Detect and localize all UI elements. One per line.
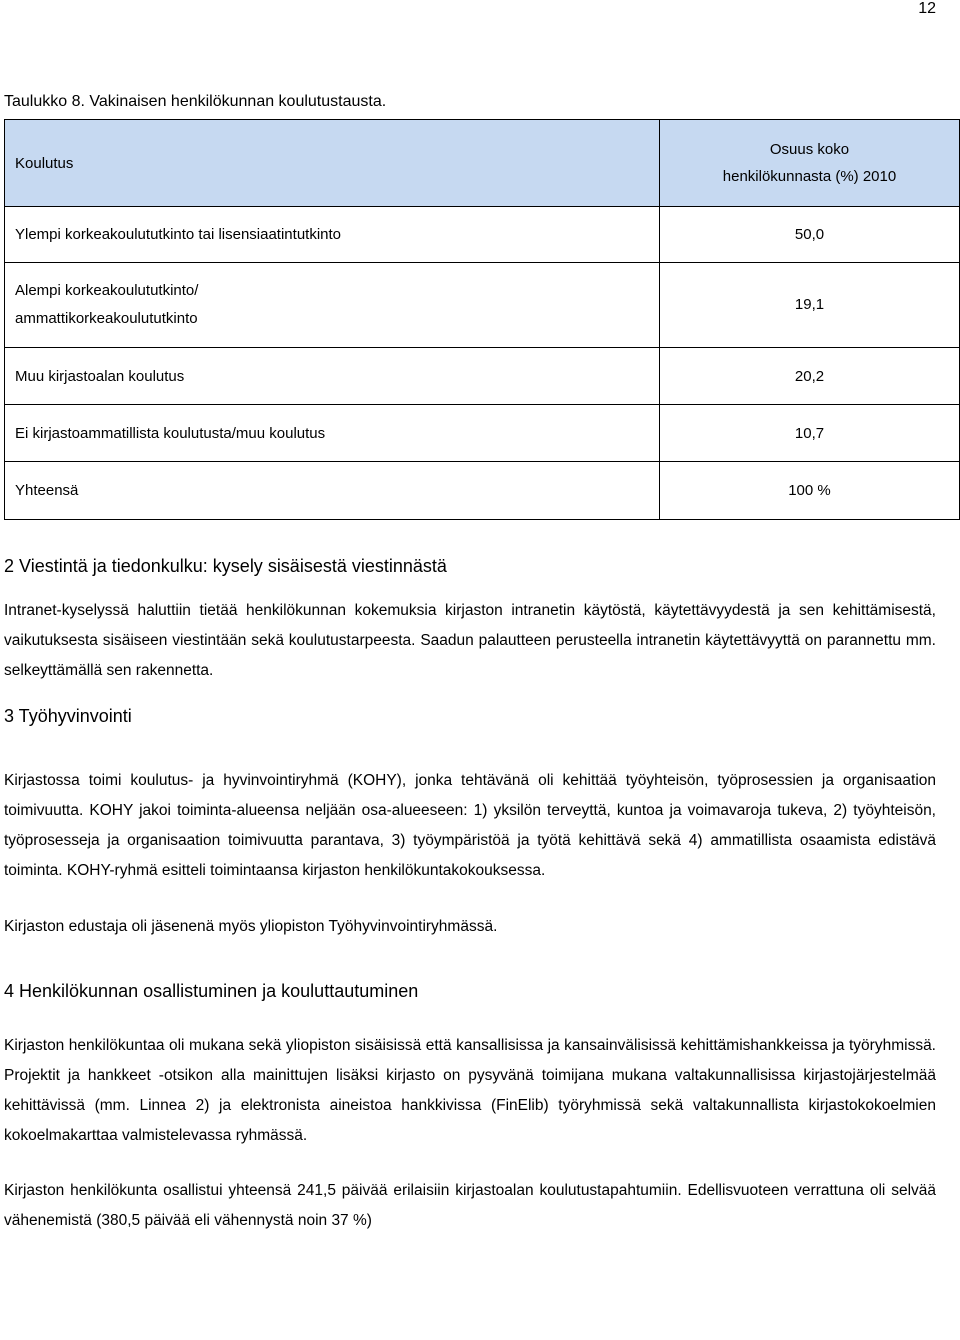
- table-row: [5, 405, 960, 462]
- heading-henkilokunta: 4 Henkilökunnan osallistuminen ja kouluttautuminen: [4, 981, 419, 1001]
- heading-viestinta: 2 Viestintä ja tiedonkulku: kysely sisäisestä viestinnästä: [4, 556, 447, 576]
- table-row: [5, 348, 960, 405]
- paragraph-viestinta: Intranet-kyselyssä haluttiin tietää henkilökunnan kokemuksia kirjaston intranetin käytöstä, käytettävyydestä ja sen kehittämisestä, vaikutuksesta sisäiseen viestintään sekä koulutustarpeesta. Saadun palautteen perusteella intranetin käytettävyyttä on parannettu mm. selkeyttämällä sen rakennetta.: [4, 602, 936, 679]
- header-share-line1: Osuus koko: [769, 141, 850, 158]
- table-row: [5, 263, 960, 348]
- paragraph-hankkeet: Kirjaston henkilökuntaa oli mukana sekä yliopiston sisäisissä että kansallisissa ja kansainvälisissä kehittämishankkeissa ja työryhmissä. Projektit ja hankkeet -otsikon alla mainittujen lisäksi kirjasto on pysyvänä toimijana mukana valtakunnallisissa kirjastojärjestelmää kehittävissä (mm. Linnea 2) ja elektronista aineistoa hankkivissa (FinElib) työryhmissä sekä valtakunnallista kirjastokokoelmien kokoelmakarttaa valmistelevassa ryhmässä.: [4, 1037, 936, 1144]
- header-share-line2: henkilökunnasta (%) 2010: [722, 168, 897, 185]
- row-value: 50,0: [660, 207, 960, 263]
- paragraph-koulutuspaivat: Kirjaston henkilökunta osallistui yhteensä 241,5 päivää erilaisiin kirjastoalan koulutustapahtumiin. Edellisvuoteen verrattuna oli selvää vähenemistä (380,5 päivää eli vähennystä noin 37 %): [4, 1182, 936, 1229]
- education-table: [4, 119, 960, 520]
- row-label-line1: Alempi korkeakoulututkinto/: [15, 282, 199, 299]
- row-label: Ylempi korkeakoulututkinto tai lisensiaatintutkinto: [5, 207, 660, 263]
- heading-tyohyvinvointi: 3 Työhyvinvointi: [4, 706, 132, 726]
- row-label: [5, 263, 660, 348]
- document-body: [4, 552, 936, 1236]
- header-koulutus: Koulutus: [5, 120, 660, 207]
- row-value: 10,7: [660, 405, 960, 462]
- header-share: [660, 120, 960, 207]
- row-value: 19,1: [660, 263, 960, 348]
- table-caption: Taulukko 8. Vakinaisen henkilökunnan koulutustausta.: [4, 93, 387, 110]
- table-row-total: [5, 462, 960, 520]
- paragraph-kohy: Kirjastossa toimi koulutus- ja hyvinvointiryhmä (KOHY), jonka tehtävänä oli kehittää työyhteisön, työprosessien ja organisaation toimivuutta. KOHY jakoi toiminta-alueensa neljään osa-alueeseen: 1) yksilön terveyttä, kuntoa ja voimavaroja tukeva, 2) työyhteisön, työprosesseja ja organisaation toimivuutta parantava, 3) työympäristöä ja työtä kehittävä sekä 4) ammatillista osaamista edistävä toiminta. KOHY-ryhmä esitteli toimintaansa kirjaston henkilökuntakokouksessa.: [4, 772, 936, 879]
- row-label: Yhteensä: [5, 462, 660, 520]
- row-value: 100 %: [660, 462, 960, 520]
- row-value: 20,2: [660, 348, 960, 405]
- row-label-line2: ammattikorkeakoulututkinto: [15, 310, 198, 327]
- row-label: Ei kirjastoammatillista koulutusta/muu koulutus: [5, 405, 660, 462]
- table-row: [5, 207, 960, 263]
- table-header-row: [5, 120, 960, 207]
- paragraph-edustaja: Kirjaston edustaja oli jäsenenä myös yliopiston Työhyvinvointiryhmässä.: [4, 918, 498, 935]
- row-label: Muu kirjastoalan koulutus: [5, 348, 660, 405]
- page-number: 12: [918, 0, 936, 17]
